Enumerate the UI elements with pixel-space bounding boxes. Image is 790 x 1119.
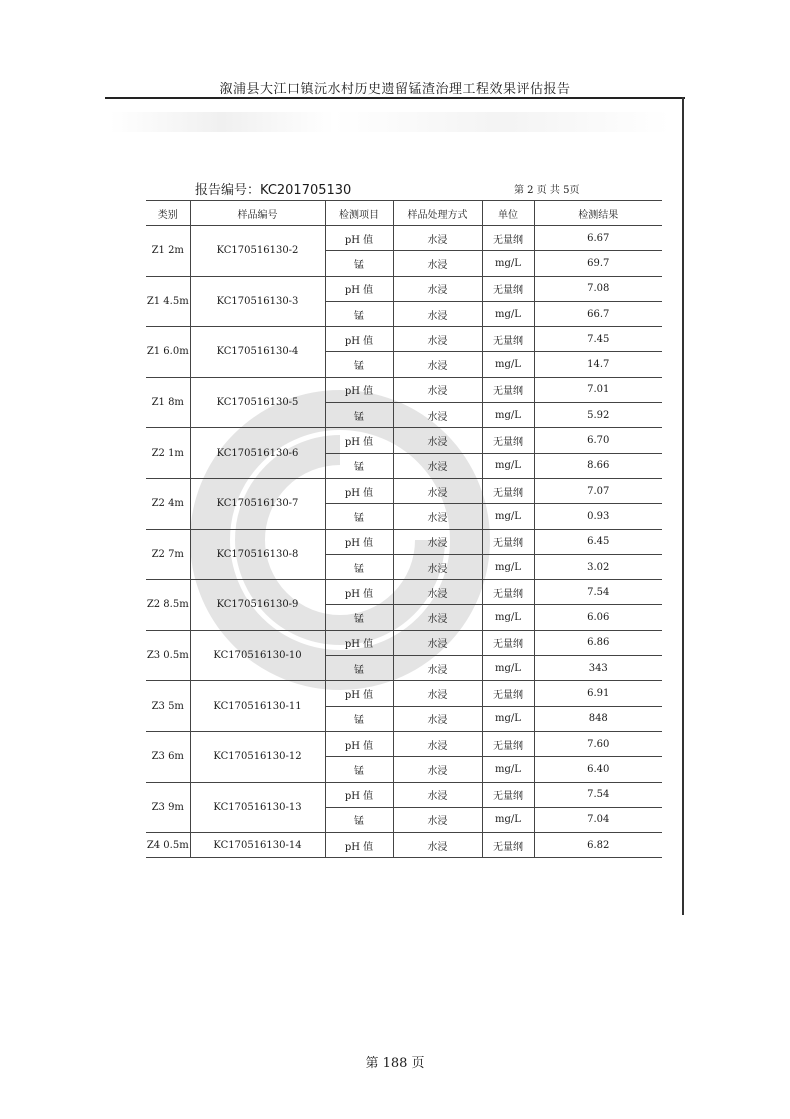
cell-sample-id: KC170516130-11 <box>190 681 325 732</box>
cell-result: 7.01 <box>534 377 662 402</box>
cell-sample-id: KC170516130-5 <box>190 377 325 428</box>
cell-unit: 无量纲 <box>482 226 534 251</box>
cell-result: 7.45 <box>534 327 662 352</box>
cell-method: 水浸 <box>393 352 482 377</box>
table-row <box>146 580 662 605</box>
cell-item: 锰 <box>325 757 393 782</box>
cell-category: Z1 2m <box>146 226 190 277</box>
cell-unit: mg/L <box>482 656 534 681</box>
cell-method: 水浸 <box>393 782 482 807</box>
cell-result: 69.7 <box>534 251 662 276</box>
cell-item: 锰 <box>325 453 393 478</box>
cell-category: Z1 4.5m <box>146 276 190 327</box>
cell-unit: mg/L <box>482 352 534 377</box>
cell-unit: 无量纲 <box>482 276 534 301</box>
cell-method: 水浸 <box>393 453 482 478</box>
cell-item: 锰 <box>325 403 393 428</box>
cell-unit: 无量纲 <box>482 580 534 605</box>
cell-sample-id: KC170516130-6 <box>190 428 325 479</box>
cell-method: 水浸 <box>393 276 482 301</box>
cell-unit: 无量纲 <box>482 833 534 858</box>
scan-edge <box>682 97 684 915</box>
table-row <box>146 377 662 402</box>
cell-result: 8.66 <box>534 453 662 478</box>
table-row <box>146 782 662 807</box>
cell-method: 水浸 <box>393 251 482 276</box>
cell-result: 6.70 <box>534 428 662 453</box>
cell-sample-id: KC170516130-3 <box>190 276 325 327</box>
table-row <box>146 630 662 655</box>
cell-unit: 无量纲 <box>482 782 534 807</box>
cell-item: pH 值 <box>325 478 393 503</box>
cell-result: 6.82 <box>534 833 662 858</box>
report-number: 报告编号：KC201705130 <box>195 183 352 198</box>
report-header-title: 溆浦县大江口镇沅水村历史遗留锰渣治理工程效果评估报告 <box>219 82 571 97</box>
cell-item: 锰 <box>325 807 393 832</box>
cell-result: 7.54 <box>534 782 662 807</box>
cell-item: 锰 <box>325 605 393 630</box>
cell-result: 5.92 <box>534 403 662 428</box>
cell-result: 6.45 <box>534 529 662 554</box>
cell-unit: 无量纲 <box>482 681 534 706</box>
col-header-method: 样品处理方式 <box>393 201 482 226</box>
col-header-result: 检测结果 <box>534 201 662 226</box>
cell-result: 6.67 <box>534 226 662 251</box>
cell-item: 锰 <box>325 504 393 529</box>
table-row <box>146 681 662 706</box>
table-body <box>146 226 662 858</box>
cell-method: 水浸 <box>393 731 482 756</box>
cell-result: 7.07 <box>534 478 662 503</box>
cell-result: 848 <box>534 706 662 731</box>
cell-unit: mg/L <box>482 605 534 630</box>
cell-method: 水浸 <box>393 807 482 832</box>
cell-item: pH 值 <box>325 731 393 756</box>
table-row <box>146 529 662 554</box>
cell-sample-id: KC170516130-7 <box>190 478 325 529</box>
cell-category: Z3 6m <box>146 731 190 782</box>
cell-result: 6.40 <box>534 757 662 782</box>
cell-category: Z1 6.0m <box>146 327 190 378</box>
cell-item: 锰 <box>325 706 393 731</box>
cell-item: pH 值 <box>325 782 393 807</box>
cell-method: 水浸 <box>393 529 482 554</box>
cell-sample-id: KC170516130-2 <box>190 226 325 277</box>
cell-item: pH 值 <box>325 529 393 554</box>
cell-sample-id: KC170516130-8 <box>190 529 325 580</box>
cell-method: 水浸 <box>393 681 482 706</box>
cell-method: 水浸 <box>393 327 482 352</box>
cell-item: 锰 <box>325 554 393 579</box>
col-header-category: 类别 <box>146 201 190 226</box>
cell-method: 水浸 <box>393 377 482 402</box>
cell-item: 锰 <box>325 656 393 681</box>
col-header-sample: 样品编号 <box>190 201 325 226</box>
cell-method: 水浸 <box>393 757 482 782</box>
table-row <box>146 276 662 301</box>
cell-result: 6.86 <box>534 630 662 655</box>
cell-unit: 无量纲 <box>482 327 534 352</box>
cell-item: pH 值 <box>325 276 393 301</box>
cell-method: 水浸 <box>393 580 482 605</box>
cell-result: 343 <box>534 656 662 681</box>
cell-sample-id: KC170516130-9 <box>190 580 325 631</box>
cell-sample-id: KC170516130-4 <box>190 327 325 378</box>
cell-category: Z4 0.5m <box>146 833 190 858</box>
cell-unit: 无量纲 <box>482 377 534 402</box>
cell-category: Z3 9m <box>146 782 190 833</box>
cell-sample-id: KC170516130-13 <box>190 782 325 833</box>
cell-method: 水浸 <box>393 706 482 731</box>
cell-sample-id: KC170516130-14 <box>190 833 325 858</box>
cell-result: 14.7 <box>534 352 662 377</box>
cell-item: 锰 <box>325 251 393 276</box>
cell-sample-id: KC170516130-12 <box>190 731 325 782</box>
cell-result: 7.60 <box>534 731 662 756</box>
cell-item: pH 值 <box>325 833 393 858</box>
cell-unit: mg/L <box>482 504 534 529</box>
cell-item: pH 值 <box>325 327 393 352</box>
cell-result: 6.06 <box>534 605 662 630</box>
cell-result: 3.02 <box>534 554 662 579</box>
cell-result: 7.08 <box>534 276 662 301</box>
cell-unit: mg/L <box>482 706 534 731</box>
cell-item: 锰 <box>325 301 393 326</box>
cell-category: Z1 8m <box>146 377 190 428</box>
cell-item: pH 值 <box>325 580 393 605</box>
cell-unit: mg/L <box>482 301 534 326</box>
table-header-row <box>146 201 662 226</box>
cell-method: 水浸 <box>393 403 482 428</box>
cell-category: Z2 8.5m <box>146 580 190 631</box>
table-row <box>146 478 662 503</box>
cell-method: 水浸 <box>393 630 482 655</box>
col-header-unit: 单位 <box>482 201 534 226</box>
cell-item: pH 值 <box>325 226 393 251</box>
cell-unit: 无量纲 <box>482 529 534 554</box>
cell-unit: 无量纲 <box>482 428 534 453</box>
cell-result: 7.04 <box>534 807 662 832</box>
cell-item: pH 值 <box>325 377 393 402</box>
cell-unit: 无量纲 <box>482 731 534 756</box>
cell-method: 水浸 <box>393 226 482 251</box>
table-row <box>146 833 662 858</box>
cell-unit: mg/L <box>482 757 534 782</box>
table-row <box>146 731 662 756</box>
cell-unit: mg/L <box>482 554 534 579</box>
cell-sample-id: KC170516130-10 <box>190 630 325 681</box>
cell-method: 水浸 <box>393 554 482 579</box>
table-row <box>146 327 662 352</box>
cell-category: Z3 5m <box>146 681 190 732</box>
cell-item: 锰 <box>325 352 393 377</box>
cell-method: 水浸 <box>393 504 482 529</box>
header-rule <box>105 97 685 99</box>
cell-result: 7.54 <box>534 580 662 605</box>
cell-result: 66.7 <box>534 301 662 326</box>
cell-method: 水浸 <box>393 301 482 326</box>
cell-unit: 无量纲 <box>482 630 534 655</box>
table-row <box>146 226 662 251</box>
cell-method: 水浸 <box>393 833 482 858</box>
cell-item: pH 值 <box>325 428 393 453</box>
col-header-item: 检测项目 <box>325 201 393 226</box>
cell-method: 水浸 <box>393 605 482 630</box>
cell-result: 6.91 <box>534 681 662 706</box>
cell-category: Z2 4m <box>146 478 190 529</box>
cell-category: Z2 7m <box>146 529 190 580</box>
cell-unit: mg/L <box>482 807 534 832</box>
cell-unit: mg/L <box>482 251 534 276</box>
cell-item: pH 值 <box>325 681 393 706</box>
cell-method: 水浸 <box>393 428 482 453</box>
cell-unit: 无量纲 <box>482 478 534 503</box>
cell-method: 水浸 <box>393 656 482 681</box>
cell-category: Z2 1m <box>146 428 190 479</box>
cell-unit: mg/L <box>482 453 534 478</box>
cell-item: pH 值 <box>325 630 393 655</box>
cell-unit: mg/L <box>482 403 534 428</box>
page-of-count: 第 2 页 共 5页 <box>514 185 580 196</box>
scan-noise <box>110 112 670 132</box>
page-number: 第 188 页 <box>365 1056 425 1071</box>
cell-method: 水浸 <box>393 478 482 503</box>
cell-category: Z3 0.5m <box>146 630 190 681</box>
table-row <box>146 428 662 453</box>
test-results-table <box>146 200 662 858</box>
cell-result: 0.93 <box>534 504 662 529</box>
